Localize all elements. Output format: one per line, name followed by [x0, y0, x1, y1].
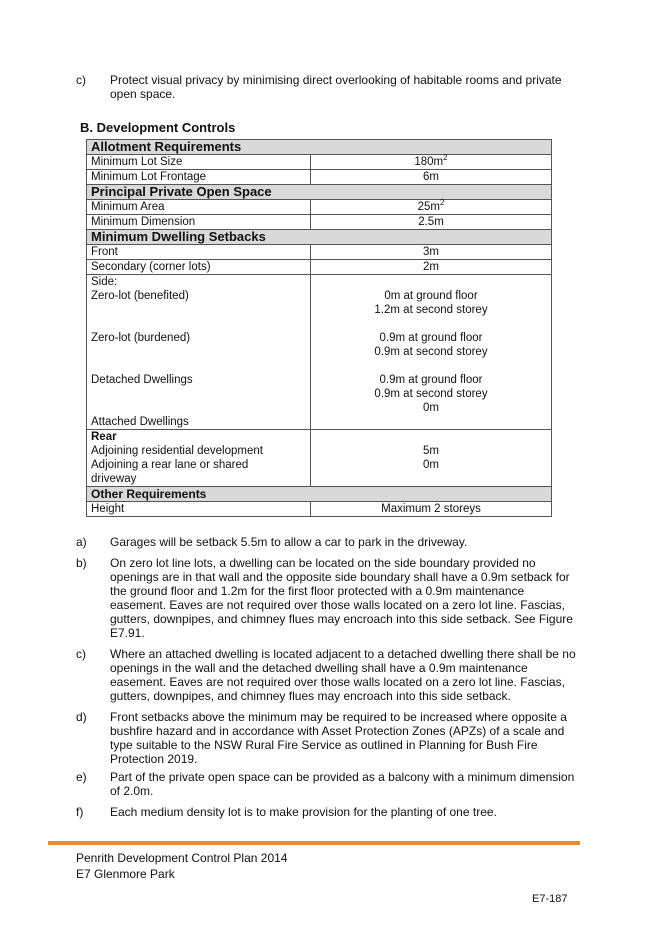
table-row: Minimum Area $25m^2$ [87, 200, 552, 215]
intro-item-c [76, 73, 576, 101]
table-section-header: Principal Private Open Space [87, 185, 552, 200]
table-section-header: Minimum Dwelling Setbacks [87, 230, 552, 245]
table-row-rear: Rear Adjoining residential development Adjoining a rear lane or shared driveway 5m 0m [87, 430, 552, 487]
footer-subtitle: E7 Glenmore Park [76, 867, 175, 881]
list-label: c) [76, 73, 86, 87]
section-heading: B. Development Controls [80, 120, 236, 135]
footer-rule [48, 841, 580, 845]
note-d: d) Front setbacks above the minimum may be required to be increased where opposite a bushfire hazard and in accordance with Asset Protection Zones (APZs) of a scale and type suitable to the NSW Rural Fire Service as outlined in Planning for Bush Fire Protection 2019. [76, 710, 567, 766]
table-section-header: Other Requirements [87, 487, 552, 502]
table-row-side-setbacks: Side: Zero-lot (benefited) Zero-lot (burdened) Detached Dwellings Attached Dwellings 0m at ground floor 1.2m at second storey 0.9m at ground floor 0.9m at second storey 0.9m at ground floor 0.9m at second storey 0m [87, 275, 552, 430]
note-c: c) Where an attached dwelling is located adjacent to a detached dwelling there shall be no openings in the wall and the detached dwelling shall have a 0.9m maintenance easement. Eaves are not required over those walls located on a zero lot line. Fascias, gutters, downpipes, and chimney flues may encroach into this side setback. [76, 647, 576, 703]
note-b: b) On zero lot line lots, a dwelling can be located on the side boundary provided no openings are in that wall and the opposite side boundary shall have a 0.9m setback for the ground floor and 1.2m for the first floor protected with a 0.9m maintenance easement. Eaves are not required over those walls located on a zero lot line. Fascias, gutters, downpipes, and chimney flues may encroach into this side setback. See Figure E7.91. [76, 556, 573, 640]
table-row: Minimum Dimension 2.5m [87, 215, 552, 230]
page-number: E7-187 [532, 893, 568, 905]
table-row: Height Maximum 2 storeys [87, 502, 552, 517]
list-text: Protect visual privacy by minimising direct overlooking of habitable rooms and private open space. [110, 73, 562, 101]
table-row: Front 3m [87, 245, 552, 260]
table-row: Secondary (corner lots) 2m [87, 260, 552, 275]
table-row: Minimum Lot Size $180m^2$ [87, 155, 552, 170]
table-row: Minimum Lot Frontage 6m [87, 170, 552, 185]
table-section-header: Allotment Requirements [87, 140, 552, 155]
footer-title: Penrith Development Control Plan 2014 [76, 851, 288, 865]
development-controls-table [86, 139, 552, 517]
note-e: e) Part of the private open space can be provided as a balcony with a minimum dimension of 2.0m. [76, 770, 575, 798]
note-f: f) Each medium density lot is to make provision for the planting of one tree. [76, 805, 497, 819]
note-a: a) Garages will be setback 5.5m to allow a car to park in the driveway. [76, 535, 468, 549]
